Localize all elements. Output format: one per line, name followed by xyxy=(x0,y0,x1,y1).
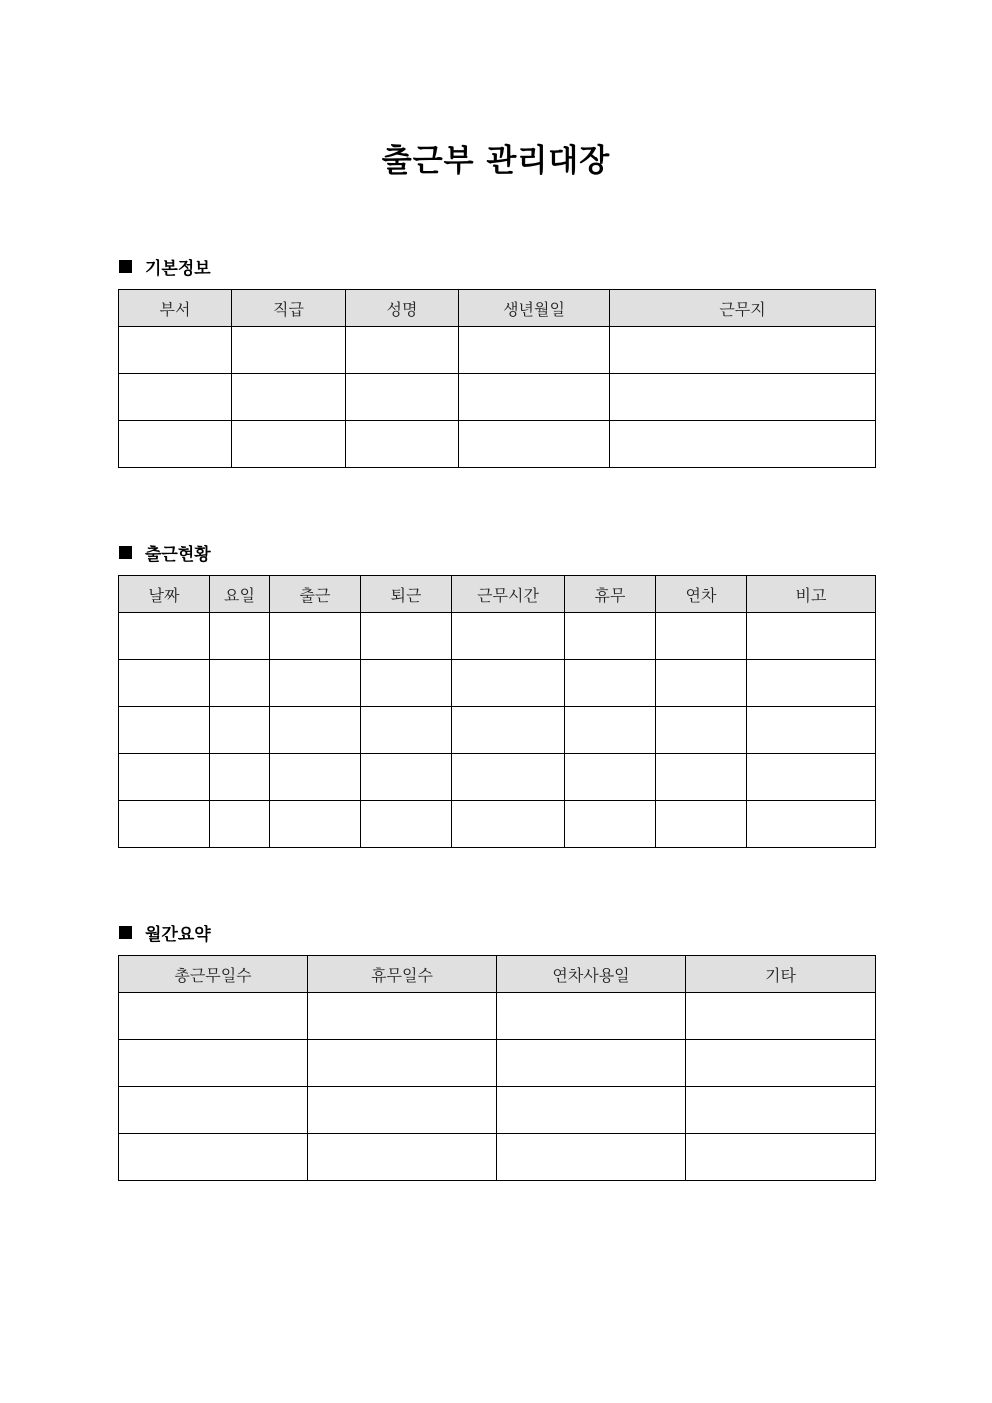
column-header: 연차사용일 xyxy=(497,956,686,993)
table-cell[interactable] xyxy=(747,707,876,754)
section-heading-text: 월간요약 xyxy=(145,925,211,945)
table-cell[interactable] xyxy=(361,613,452,660)
column-header: 성명 xyxy=(346,290,459,327)
table-row xyxy=(119,327,876,374)
table-cell[interactable] xyxy=(232,327,346,374)
table-cell[interactable] xyxy=(656,613,747,660)
table-cell[interactable] xyxy=(308,1087,497,1134)
table-cell[interactable] xyxy=(361,801,452,848)
square-bullet-icon xyxy=(119,260,132,273)
table-cell[interactable] xyxy=(452,613,565,660)
table-cell[interactable] xyxy=(497,993,686,1040)
table-cell[interactable] xyxy=(459,327,610,374)
table-cell[interactable] xyxy=(686,1134,876,1181)
table-cell[interactable] xyxy=(361,707,452,754)
table-cell[interactable] xyxy=(747,613,876,660)
column-header: 직급 xyxy=(232,290,346,327)
table-cell[interactable] xyxy=(210,613,270,660)
column-header: 근무지 xyxy=(610,290,876,327)
table-cell[interactable] xyxy=(452,707,565,754)
table-cell[interactable] xyxy=(452,801,565,848)
table-cell[interactable] xyxy=(119,754,210,801)
column-header: 퇴근 xyxy=(361,576,452,613)
table-cell[interactable] xyxy=(346,374,459,421)
table-cell[interactable] xyxy=(565,660,656,707)
table-cell[interactable] xyxy=(656,801,747,848)
table-cell[interactable] xyxy=(656,660,747,707)
table-cell[interactable] xyxy=(459,421,610,468)
table-row xyxy=(119,993,876,1040)
table-cell[interactable] xyxy=(565,707,656,754)
table-cell[interactable] xyxy=(119,613,210,660)
table-cell[interactable] xyxy=(232,421,346,468)
column-header: 휴무 xyxy=(565,576,656,613)
table-cell[interactable] xyxy=(497,1087,686,1134)
table-cell[interactable] xyxy=(210,754,270,801)
table-cell[interactable] xyxy=(270,754,361,801)
table-cell[interactable] xyxy=(610,421,876,468)
table-cell[interactable] xyxy=(270,801,361,848)
table-cell[interactable] xyxy=(747,801,876,848)
table-row xyxy=(119,613,876,660)
column-header: 휴무일수 xyxy=(308,956,497,993)
table-row xyxy=(119,660,876,707)
table-cell[interactable] xyxy=(565,801,656,848)
document-title: 출근부 관리대장 xyxy=(381,143,611,179)
table-cell[interactable] xyxy=(270,707,361,754)
table-row xyxy=(119,1040,876,1087)
table-row xyxy=(119,421,876,468)
table-cell[interactable] xyxy=(686,993,876,1040)
table-cell[interactable] xyxy=(119,801,210,848)
table-row xyxy=(119,754,876,801)
table-cell[interactable] xyxy=(270,613,361,660)
table-cell[interactable] xyxy=(210,707,270,754)
table-cell[interactable] xyxy=(119,1134,308,1181)
table-cell[interactable] xyxy=(308,993,497,1040)
table-header-row xyxy=(119,290,876,327)
table-cell[interactable] xyxy=(119,993,308,1040)
table-row xyxy=(119,1134,876,1181)
table-cell[interactable] xyxy=(361,660,452,707)
table-header-row xyxy=(119,956,876,993)
table-cell[interactable] xyxy=(210,660,270,707)
section-heading-monthly-summary xyxy=(119,920,211,945)
table-cell[interactable] xyxy=(361,754,452,801)
table-cell[interactable] xyxy=(346,327,459,374)
table-cell[interactable] xyxy=(656,707,747,754)
column-header: 부서 xyxy=(119,290,232,327)
column-header: 연차 xyxy=(656,576,747,613)
table-cell[interactable] xyxy=(452,660,565,707)
table-cell[interactable] xyxy=(119,327,232,374)
table-cell[interactable] xyxy=(119,660,210,707)
table-cell[interactable] xyxy=(497,1134,686,1181)
table-row xyxy=(119,707,876,754)
table-cell[interactable] xyxy=(119,374,232,421)
table-cell[interactable] xyxy=(497,1040,686,1087)
table-row xyxy=(119,1087,876,1134)
section-heading-text: 출근현황 xyxy=(145,545,211,565)
table-cell[interactable] xyxy=(119,707,210,754)
column-header: 요일 xyxy=(210,576,270,613)
square-bullet-icon xyxy=(119,926,132,939)
table-cell[interactable] xyxy=(686,1040,876,1087)
table-cell[interactable] xyxy=(119,1087,308,1134)
section-heading-text: 기본정보 xyxy=(145,259,211,279)
table-cell[interactable] xyxy=(565,613,656,660)
section-heading-basic-info xyxy=(119,254,211,279)
basic-info-table xyxy=(118,289,876,468)
column-header: 날짜 xyxy=(119,576,210,613)
table-row xyxy=(119,374,876,421)
square-bullet-icon xyxy=(119,546,132,559)
table-header-row xyxy=(119,576,876,613)
table-cell[interactable] xyxy=(459,374,610,421)
table-cell[interactable] xyxy=(610,327,876,374)
monthly-summary-table xyxy=(118,955,876,1181)
table-cell[interactable] xyxy=(346,421,459,468)
table-cell[interactable] xyxy=(308,1134,497,1181)
table-cell[interactable] xyxy=(308,1040,497,1087)
section-heading-attendance xyxy=(119,540,211,565)
table-cell[interactable] xyxy=(610,374,876,421)
table-row xyxy=(119,801,876,848)
table-cell[interactable] xyxy=(565,754,656,801)
column-header: 기타 xyxy=(686,956,876,993)
table-cell[interactable] xyxy=(747,754,876,801)
table-cell[interactable] xyxy=(232,374,346,421)
table-cell[interactable] xyxy=(656,754,747,801)
table-cell[interactable] xyxy=(119,1040,308,1087)
table-cell[interactable] xyxy=(210,801,270,848)
column-header: 출근 xyxy=(270,576,361,613)
table-cell[interactable] xyxy=(270,660,361,707)
attendance-table xyxy=(118,575,876,848)
table-cell[interactable] xyxy=(452,754,565,801)
column-header: 비고 xyxy=(747,576,876,613)
table-cell[interactable] xyxy=(747,660,876,707)
column-header: 근무시간 xyxy=(452,576,565,613)
column-header: 생년월일 xyxy=(459,290,610,327)
table-cell[interactable] xyxy=(119,421,232,468)
column-header: 총근무일수 xyxy=(119,956,308,993)
table-cell[interactable] xyxy=(686,1087,876,1134)
